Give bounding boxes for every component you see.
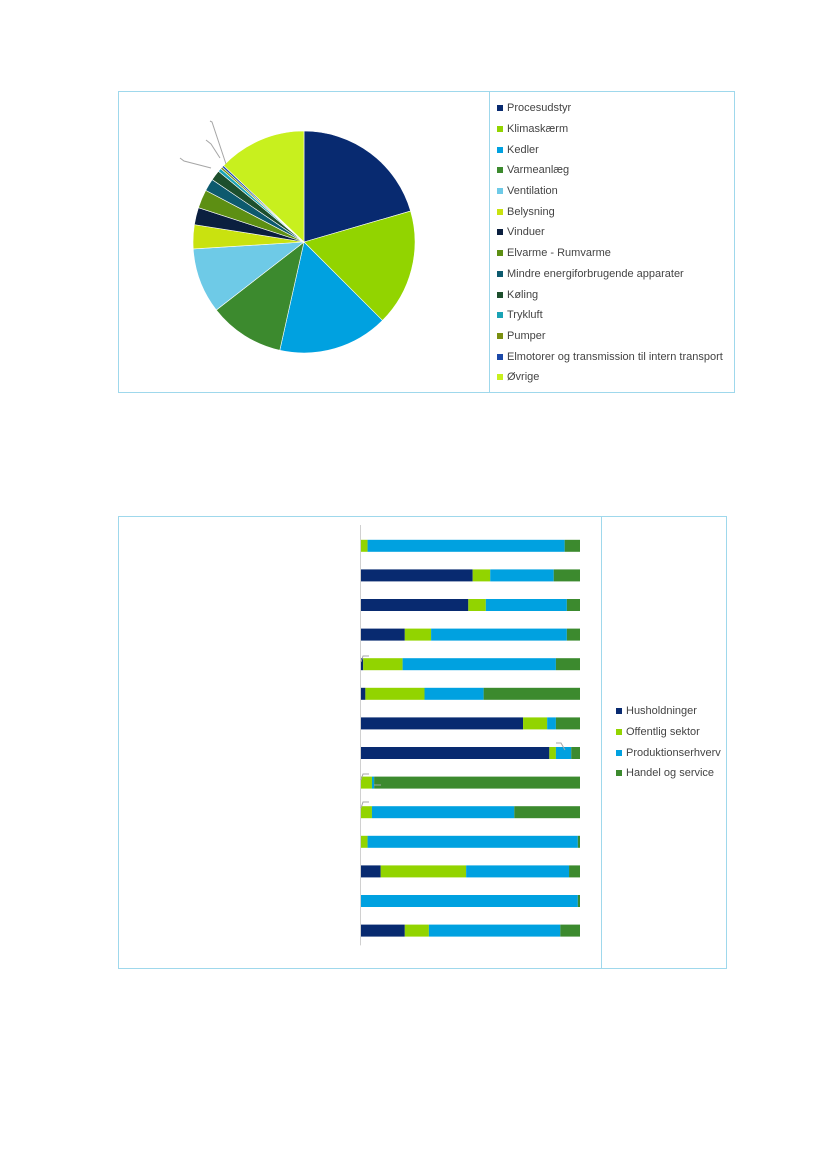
- bar-segment: [429, 925, 560, 937]
- bar-segment: [556, 717, 580, 729]
- bar-segment: [490, 569, 554, 581]
- bar-segment: [368, 836, 578, 848]
- legend-swatch: [497, 250, 503, 256]
- bar-segment: [468, 599, 486, 611]
- bar-segment: [554, 569, 580, 581]
- legend-label: Kedler: [507, 143, 539, 156]
- bar-segment: [523, 717, 547, 729]
- pie-chart: [119, 92, 489, 392]
- legend-swatch: [497, 126, 503, 132]
- bar-segment: [578, 895, 580, 907]
- bar-segment: [560, 925, 580, 937]
- legend-item: [616, 722, 721, 743]
- legend-swatch: [497, 333, 503, 339]
- bar-segment: [569, 865, 580, 877]
- legend-label: Offentlig sektor: [626, 726, 700, 739]
- legend-item: [497, 222, 723, 243]
- legend-item: [497, 346, 723, 367]
- legend-label: Procesudstyr: [507, 102, 572, 115]
- bar-segment: [361, 540, 368, 552]
- legend-swatch: [497, 292, 503, 298]
- bar-segment: [361, 865, 381, 877]
- bar-segment: [556, 658, 580, 670]
- bar-segment: [403, 658, 556, 670]
- bar-segment: [565, 540, 580, 552]
- legend-swatch: [497, 271, 503, 277]
- legend-swatch: [497, 374, 503, 380]
- legend-label: Handel og service: [626, 767, 715, 780]
- legend-label: Vinduer: [507, 226, 545, 239]
- bar-legend-divider: [601, 517, 602, 968]
- legend-label: Belysning: [507, 205, 555, 218]
- legend-label: Trykluft: [507, 309, 543, 322]
- bar-segment: [549, 747, 556, 759]
- legend-swatch: [497, 354, 503, 360]
- bar-segment: [361, 806, 372, 818]
- bar-segment: [567, 599, 580, 611]
- bar-segment: [361, 895, 578, 907]
- bar-segment: [361, 925, 405, 937]
- legend-item: [616, 742, 721, 763]
- legend-label: Ventilation: [507, 185, 558, 198]
- bar-segment: [361, 747, 549, 759]
- legend-label: Husholdninger: [626, 705, 697, 718]
- legend-item: [497, 98, 723, 119]
- bar-segment: [425, 688, 484, 700]
- legend-swatch: [497, 167, 503, 173]
- legend-item: [497, 160, 723, 181]
- legend-swatch: [497, 188, 503, 194]
- bar-segment: [361, 836, 368, 848]
- legend-label: Mindre energiforbrugende apparater: [507, 267, 684, 280]
- bar-segment: [571, 747, 580, 759]
- pie-chart-panel: [118, 91, 735, 393]
- pie-legend: [497, 98, 723, 388]
- legend-swatch: [616, 729, 622, 735]
- bar-segment: [486, 599, 567, 611]
- legend-item: [497, 139, 723, 160]
- legend-swatch: [497, 209, 503, 215]
- bar-segment: [361, 599, 468, 611]
- bar-segment: [405, 925, 429, 937]
- legend-item: [497, 119, 723, 140]
- bar-segment: [514, 806, 580, 818]
- legend-label: Pumper: [507, 329, 546, 342]
- bar-segment: [365, 688, 424, 700]
- legend-item: [497, 284, 723, 305]
- legend-swatch: [497, 147, 503, 153]
- bar-segment: [374, 777, 580, 789]
- legend-swatch: [497, 105, 503, 111]
- legend-label: Elvarme - Rumvarme: [507, 247, 611, 260]
- legend-swatch: [616, 750, 622, 756]
- legend-swatch: [616, 708, 622, 714]
- bar-segment: [547, 717, 556, 729]
- bar-segment: [368, 540, 565, 552]
- bar-segment: [361, 629, 405, 641]
- bar-legend: [616, 701, 721, 784]
- bar-segment: [405, 629, 431, 641]
- bar-segment: [484, 688, 580, 700]
- bar-segment: [363, 658, 402, 670]
- bar-segment: [473, 569, 491, 581]
- legend-item: [497, 201, 723, 222]
- legend-swatch: [497, 229, 503, 235]
- legend-item: [616, 763, 721, 784]
- bar-segment: [361, 777, 372, 789]
- bar-segment: [361, 569, 473, 581]
- stacked-bar-chart: [119, 517, 599, 968]
- bar-segment: [431, 629, 567, 641]
- pie-leader-line: [210, 121, 226, 164]
- bar-segment: [578, 836, 580, 848]
- legend-item: [497, 181, 723, 202]
- legend-swatch: [497, 312, 503, 318]
- pie-leader-line: [206, 140, 220, 158]
- bar-segment: [556, 747, 571, 759]
- bar-segment: [372, 806, 514, 818]
- legend-label: Øvrige: [507, 371, 540, 384]
- bar-chart-panel: [118, 516, 727, 969]
- bar-segment: [381, 865, 466, 877]
- legend-item: [497, 264, 723, 285]
- legend-item: [497, 367, 723, 388]
- legend-item: [616, 701, 721, 722]
- legend-label: Produktionserhverv: [626, 746, 721, 759]
- legend-swatch: [616, 770, 622, 776]
- legend-label: Varmeanlæg: [507, 164, 570, 177]
- bar-segment: [466, 865, 569, 877]
- legend-label: Køling: [507, 288, 539, 301]
- pie-leader-line: [180, 158, 211, 168]
- bar-segment: [361, 717, 523, 729]
- pie-legend-divider: [489, 92, 490, 392]
- bar-segment: [361, 688, 365, 700]
- legend-item: [497, 326, 723, 347]
- bar-segment: [567, 629, 580, 641]
- legend-label: Klimaskærm: [507, 123, 569, 136]
- legend-item: [497, 243, 723, 264]
- legend-label: Elmotorer og transmission til intern transport: [507, 350, 723, 363]
- legend-item: [497, 305, 723, 326]
- bar-segment: [372, 777, 374, 789]
